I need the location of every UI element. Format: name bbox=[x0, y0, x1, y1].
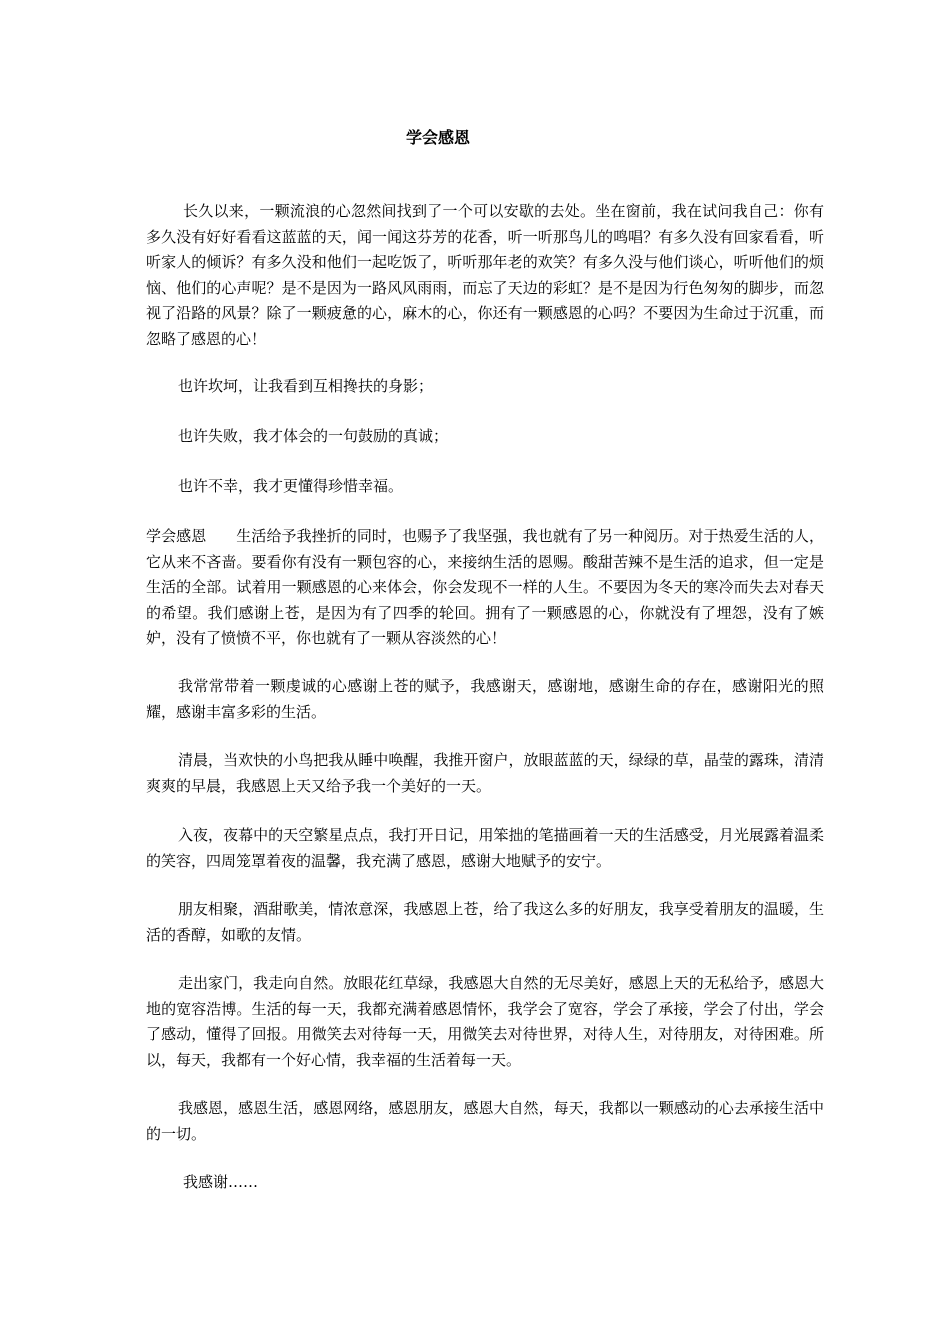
section-label: 学会感恩 bbox=[146, 527, 207, 545]
paragraph-life-gives bbox=[146, 524, 824, 652]
paragraph-grateful-heaven: 我常常带着一颗虔诚的心感谢上苍的赋予，我感谢天，感谢地，感谢生命的存在，感谢阳光的照耀，感谢丰富多彩的生活。 bbox=[146, 677, 824, 721]
paragraph-intro: 长久以来，一颗流浪的心忽然间找到了一个可以安歇的去处。坐在窗前，我在试问我自己：你有多久没有好好看看这蓝蓝的天，闻一闻这芬芳的花香，听一听那鸟儿的鸣唱？有多久没有回家看看，听听家人的倾诉？有多久没和他们一起吃饭了，听听那年老的欢笑？有多久没与他们谈心，听听他们的烦恼、他们的心声呢？是不是因为一路风风雨雨，而忘了天边的彩虹？是不是因为行色匆匆的脚步，而忽视了沿路的风景？除了一颗疲惫的心，麻木的心，你还有一颗感恩的心吗？不要因为生命过于沉重，而忽略了感恩的心！ bbox=[146, 202, 824, 348]
paragraph-life-gives-text: 生活给予我挫折的同时，也赐予了我坚强，我也就有了另一种阅历。对于热爱生活的人，它从来不吝啬。要看你有没有一颗包容的心，来接纳生活的恩赐。酸甜苦辣不是生活的追求，但一定是生活的全部。试着用一颗感恩的心来体会，你会发现不一样的人生。不要因为冬天的寒冷而失去对春天的希望。我们感谢上苍，是因为有了四季的轮回。拥有了一颗感恩的心，你就没有了埋怨，没有了嫉妒，没有了愤愤不平，你也就有了一颗从容淡然的心！ bbox=[146, 527, 824, 648]
paragraph-night: 入夜，夜幕中的天空繁星点点，我打开日记，用笨拙的笔描画着一天的生活感受，月光展露着温柔的笑容，四周笼罩着夜的温馨，我充满了感恩，感谢大地赋予的安宁。 bbox=[146, 826, 824, 870]
paragraph-i-am-grateful: 我感恩，感恩生活，感恩网络，感恩朋友，感恩大自然，每天，我都以一颗感动的心去承接生活中的一切。 bbox=[146, 1099, 824, 1143]
paragraph-friends: 朋友相聚，酒甜歌美，情浓意深，我感恩上苍，给了我这么多的好朋友，我享受着朋友的温暖，生活的香醇，如歌的友情。 bbox=[146, 900, 824, 944]
paragraph-nature: 走出家门，我走向自然。放眼花红草绿，我感恩大自然的无尽美好，感恩上天的无私给予，感恩大地的宽容浩博。生活的每一天，我都充满着感恩情怀，我学会了宽容，学会了承接，学会了付出，学会了感动，懂得了回报。用微笑去对待每一天，用微笑去对待世界，对待人生，对待朋友，对待困难。所以，每天，我都有一个好心情，我幸福的生活着每一天。 bbox=[146, 974, 824, 1069]
paragraph-perhaps-failure: 也许失败，我才体会的一句鼓励的真诚； bbox=[178, 427, 449, 445]
paragraph-perhaps-hardship: 也许坎坷，让我看到互相搀扶的身影； bbox=[178, 377, 434, 395]
document-title: 学会感恩 bbox=[405, 128, 470, 147]
paragraph-perhaps-misfortune: 也许不幸，我才更懂得珍惜幸福。 bbox=[178, 477, 404, 495]
paragraph-i-thank: 我感谢…… bbox=[183, 1173, 259, 1191]
paragraph-morning: 清晨，当欢快的小鸟把我从睡中唤醒，我推开窗户，放眼蓝蓝的天，绿绿的草，晶莹的露珠，清清爽爽的早晨，我感恩上天又给予我一个美好的一天。 bbox=[146, 751, 824, 795]
